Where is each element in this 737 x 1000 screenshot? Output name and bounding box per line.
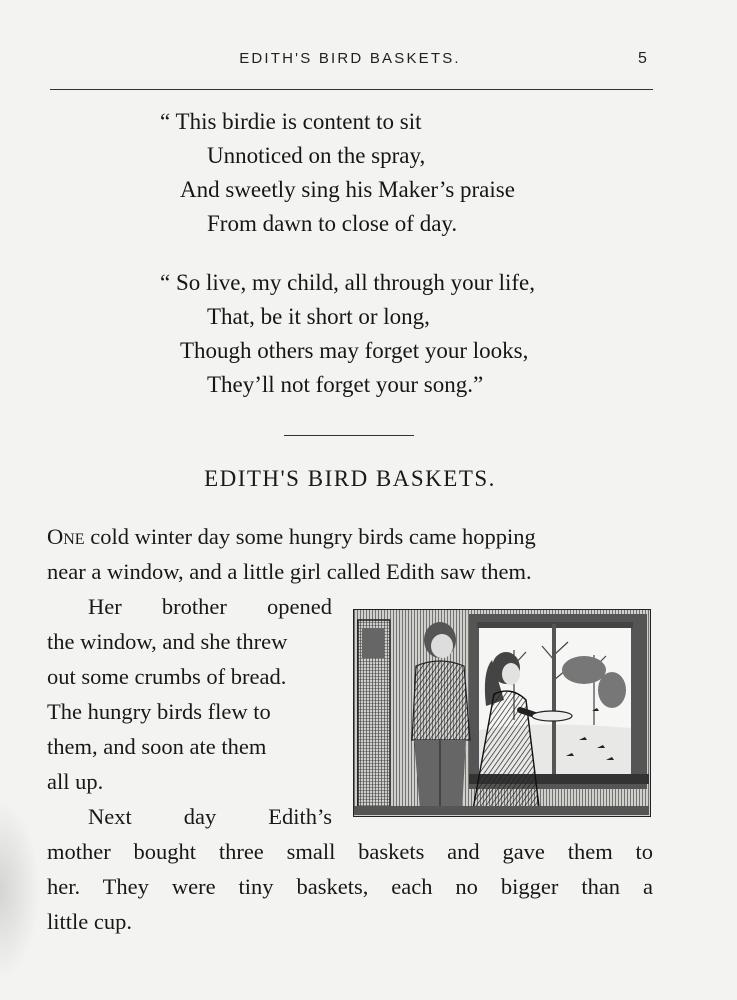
- running-title: EDITH'S BIRD BASKETS.: [239, 50, 461, 67]
- poem-line: “ So live, my child, all through your life,: [160, 270, 535, 295]
- poem-line: That, be it short or long,: [207, 304, 430, 329]
- poem-line: “ This birdie is content to sit: [160, 109, 422, 134]
- poem-line: Unnoticed on the spray,: [207, 143, 426, 168]
- children-at-window-picture: [354, 610, 649, 815]
- story-line: them, and soon ate them: [47, 734, 267, 759]
- story-line: little cup.: [47, 909, 132, 934]
- poem-line: Though others may forget your looks,: [180, 338, 529, 363]
- story-line-start: [47, 522, 536, 552]
- story-line: The hungry birds flew to: [47, 699, 271, 724]
- story-line: near a window, and a little girl called Edith saw them.: [47, 559, 532, 584]
- poem-line: They’ll not forget your song.”: [207, 372, 484, 397]
- story-line: her. They were tiny baskets, each no bigger than a: [47, 874, 653, 899]
- page-smudge: [0, 800, 40, 980]
- engraving-illustration: [353, 609, 651, 817]
- section-title: EDITH'S BIRD BASKETS.: [204, 466, 496, 491]
- story-line: [47, 522, 653, 552]
- drop-initial: One: [47, 524, 85, 549]
- story-line: out some crumbs of bread.: [47, 664, 287, 689]
- poem-line: And sweetly sing his Maker’s praise: [180, 177, 515, 202]
- story-text: cold winter day some hungry birds came hopping: [90, 524, 536, 549]
- page-number: 5: [638, 50, 647, 67]
- story-line: Next day Edith’s: [88, 804, 332, 829]
- story-line: Her brother opened: [88, 594, 332, 619]
- story-line: all up.: [47, 769, 104, 794]
- poem-line: From dawn to close of day.: [207, 211, 458, 236]
- header-rule: [50, 89, 653, 90]
- section-divider: [284, 435, 414, 436]
- story-line: mother bought three small baskets and gave them to: [47, 839, 653, 864]
- story-line: the window, and she threw: [47, 629, 288, 654]
